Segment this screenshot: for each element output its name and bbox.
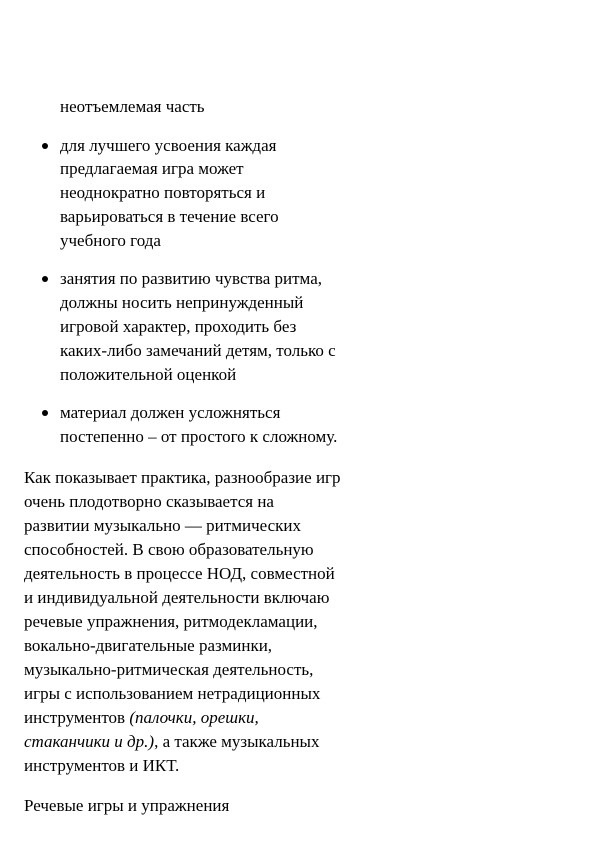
list-item-line: варьироваться в течение всего — [60, 207, 279, 226]
bullet-icon — [42, 276, 48, 282]
list-item-line: материал должен усложняться — [60, 403, 281, 422]
bullet-icon — [42, 143, 48, 149]
bullet-icon — [42, 410, 48, 416]
paragraph-line: способностей. В свою образовательную — [24, 540, 314, 559]
paragraph-italic-text: (палочки, орешки, — [129, 708, 259, 727]
list-item-line: занятия по развитию чувства ритма, — [60, 269, 322, 288]
paragraph-line — [24, 709, 259, 726]
list-item-line: игровой характер, проходить без — [60, 317, 297, 336]
paragraph-text: инструментов — [24, 708, 130, 727]
list-item-line: каких-либо замечаний детям, только с — [60, 341, 336, 360]
list-item-line: положительной оценкой — [60, 365, 237, 384]
paragraph-line: и индивидуальной деятельности включаю — [24, 588, 330, 607]
list-continuation: неотъемлемая часть — [60, 97, 205, 116]
paragraph-line: очень плодотворно сказывается на — [24, 492, 274, 511]
paragraph-text: , а также музыкальных — [154, 732, 320, 751]
list-item-line: предлагаемая игра может — [60, 159, 244, 178]
list-item-line: неоднократно повторяться и — [60, 183, 266, 202]
paragraph-line: Как показывает практика, разнообразие игр — [24, 468, 341, 487]
paragraph-line: развитии музыкально — ритмических — [24, 516, 301, 535]
paragraph-italic-text: стаканчики и др.) — [24, 732, 155, 751]
list-item-line: постепенно – от простого к сложному. — [60, 427, 338, 446]
list-item-line: учебного года — [60, 231, 161, 250]
paragraph-line: вокально-двигательные разминки, — [24, 636, 273, 655]
paragraph-line: речевые упражнения, ритмодекламации, — [24, 612, 318, 631]
paragraph-line: инструментов и ИКТ. — [24, 756, 180, 775]
paragraph-line — [24, 733, 319, 750]
section-heading: Речевые игры и упражнения — [24, 796, 230, 815]
list-item-line: для лучшего усвоения каждая — [60, 136, 277, 155]
paragraph-line: музыкально-ритмическая деятельность, — [24, 660, 314, 679]
paragraph-line: деятельность в процессе НОД, совместной — [24, 564, 335, 583]
paragraph-line: игры с использованием нетрадиционных — [24, 684, 321, 703]
list-item-line: должны носить непринужденный — [60, 293, 304, 312]
